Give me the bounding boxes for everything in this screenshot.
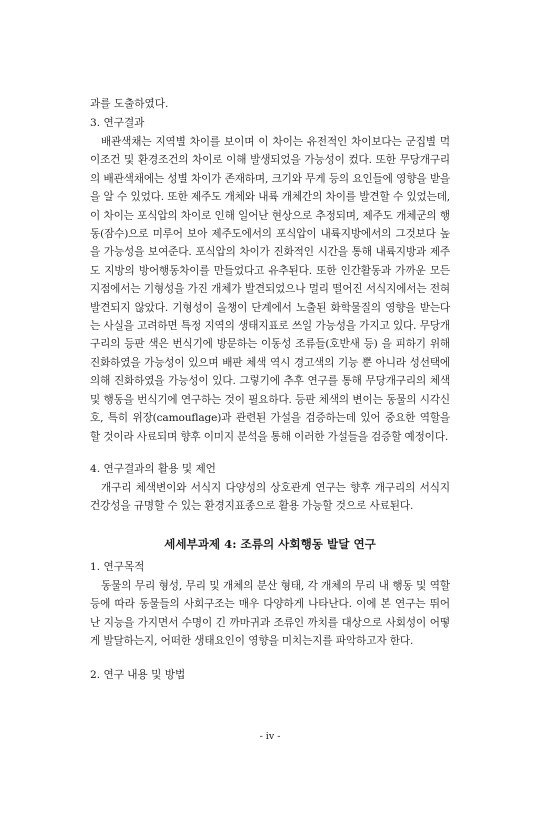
section-heading-purpose: 1. 연구목적 bbox=[90, 561, 145, 573]
results-paragraph: 배관색채는 지역별 차이를 보이며 이 차이는 유전적인 차이보다는 군집별 먹이조건 및 환경조건의 차이로 이해 발생되었을 가능성이 컸다. 또한 무당개구리의 배관색채에는 성별 차이가 존재하며, 크기와 무게 등의 요인들에 영향을 받을을 알 수 있었다. 또한 제주도 개체와 내륙 개체간의 차이를 발견할 수 있었는데, 이 차이는 포식압의 차이로 인해 일어난 현상으로 추정되며, 제주도 개체군의 행동(잠수)으로 미루어 보아 제주도에서의 포식압이 내륙지방에서의 그것보다 높을 가능성을 보여준다. 포식압의 차이가 진화적인 시간을 통해 내륙지방과 제주도 지방의 방어행동차이를 만들었다고 유추된다. 또한 인간활동과 가까운 모든 지점에서는 기형성을 가진 개체가 발견되었으나 멀리 떨어진 서식지에서는 전혀 발견되지 않았다. 기형성이 올챙이 단계에서 노출된 화학물질의 영향을 받는다는 사실을 고려하면 특정 지역의 생태지표로 쓰일 가능성을 가지고 있다. 무당개구리의 등판 색은 번식기에 방문하는 이동성 조류들(호반새 등) 을 피하기 위해 진화하였을 가능성이 있으며 배판 체색 역시 경고색의 기능 뿐 아니라 성선택에 의해 진화하였을 가능성이 있다. 그렇기에 추후 연구를 통해 무당개구리의 체색 및 행동을 번식기에 연구하는 것이 필요하다. 등판 체색의 변이는 동물의 시각신호, 특히 위장(camouflage)과 관련된 가설을 검증하는데 있어 중요한 역할을 할 것이라 사료되며 향후 이미지 분석을 통해 이러한 가설들을 검증할 예정이다. bbox=[90, 136, 450, 443]
purpose-paragraph: 동물의 무리 형성, 무리 및 개체의 분산 형태, 각 개체의 무리 내 행동 및 역할 등에 따라 동물들의 사회구조는 매우 다양하게 나타난다. 이에 본 연구는 뛰어난 지능을 가지면서 수명이 긴 까마귀과 조류인 까치를 대상으로 사회성이 어떻게 발달하는지, 어떠한 생태요인이 영향을 미치는지를 파악하고자 한다. bbox=[90, 580, 450, 648]
section-heading-application: 4. 연구결과의 활용 및 제언 bbox=[90, 463, 216, 475]
application-paragraph: 개구리 체색변이와 서식지 다양성의 상호관계 연구는 향후 개구리의 서식지 건강성을 규명할 수 있는 환경지표종으로 활용 가능할 것으로 사료된다. bbox=[90, 482, 450, 513]
section-heading-method: 2. 연구 내용 및 방법 bbox=[90, 669, 186, 681]
section-heading-results: 3. 연구결과 bbox=[90, 117, 145, 129]
continued-text: 과를 도출하였다. bbox=[90, 98, 169, 110]
subtask-title: 세세부과제 4: 조류의 사회행동 발달 연구 bbox=[164, 537, 376, 551]
page-number: - iv - bbox=[259, 731, 281, 742]
